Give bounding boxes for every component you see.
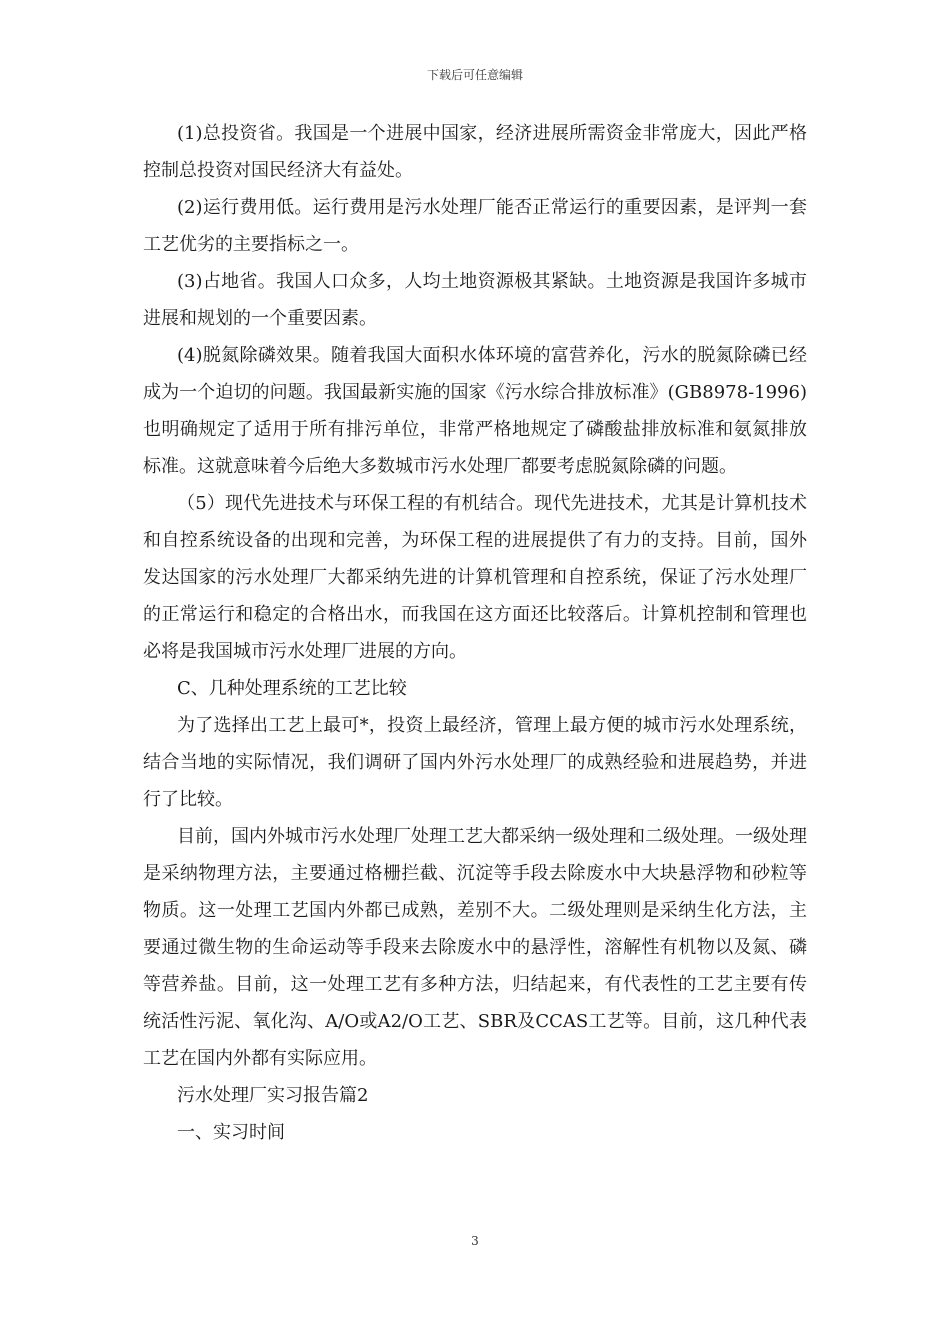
section-heading-report-2: 污水处理厂实习报告篇2 (177, 1085, 369, 1106)
section-heading-process-comparison: C、几种处理系统的工艺比较 (177, 678, 407, 699)
page-header: 下载后可任意编辑 (426, 68, 523, 82)
paragraph-treatment-levels: 目前，国内外城市污水处理厂处理工艺大都采纳一级处理和二级处理。一级处理是采纳物理方法，主要通过格栅拦截、沉淀等手段去除废水中大块悬浮物和砂粒等物质。这一处理工艺国内外都已成熟，差别不大。二级处理则是采纳生化方法，主要通过微生物的生命运动等手段来去除废水中的悬浮性，溶解性有机物以及氮、磷等营养盐。目前，这一处理工艺有多种方法，归结起来，有代表性的工艺主要有传统活性污泥、氧化沟、A/O或A2/O工艺、SBR及CCAS工艺等。目前，这几种代表工艺在国内外都有实际应用。 (143, 826, 807, 1069)
document-body (143, 115, 807, 1151)
paragraph-nitrogen-phosphorus: (4)脱氮除磷效果。随着我国大面积水体环境的富营养化，污水的脱氮除磷已经成为一个迫切的问题。我国最新实施的国家《污水综合排放标准》(GB8978-1996)也明确规定了适用于所有排污单位，非常严格地规定了磷酸盐排放标准和氨氮排放标准。这就意味着今后绝大多数城市污水处理厂都要考虑脱氮除磷的问题。 (143, 345, 807, 477)
paragraph-modern-technology: （5）现代先进技术与环保工程的有机结合。现代先进技术，尤其是计算机技术和自控系统设备的出现和完善，为环保工程的进展提供了有力的支持。目前，国外发达国家的污水处理厂大都采纳先进的计算机管理和自控系统，保证了污水处理厂的正常运行和稳定的合格出水，而我国在这方面还比较落后。计算机控制和管理也必将是我国城市污水处理厂进展的方向。 (143, 493, 807, 662)
paragraph-land-use: (3)占地省。我国人口众多，人均土地资源极其紧缺。土地资源是我国许多城市进展和规划的一个重要因素。 (143, 271, 807, 329)
paragraph-operating-cost: (2)运行费用低。运行费用是污水处理厂能否正常运行的重要因素，是评判一套工艺优劣的主要指标之一。 (143, 197, 807, 255)
page-number: 3 (471, 1234, 479, 1248)
section-heading-internship-time: 一、实习时间 (177, 1122, 285, 1143)
paragraph-total-investment: (1)总投资省。我国是一个进展中国家，经济进展所需资金非常庞大，因此严格控制总投资对国民经济大有益处。 (143, 123, 807, 181)
paragraph-selection-goal: 为了选择出工艺上最可*，投资上最经济，管理上最方便的城市污水处理系统，结合当地的实际情况，我们调研了国内外污水处理厂的成熟经验和进展趋势，并进行了比较。 (143, 715, 807, 810)
